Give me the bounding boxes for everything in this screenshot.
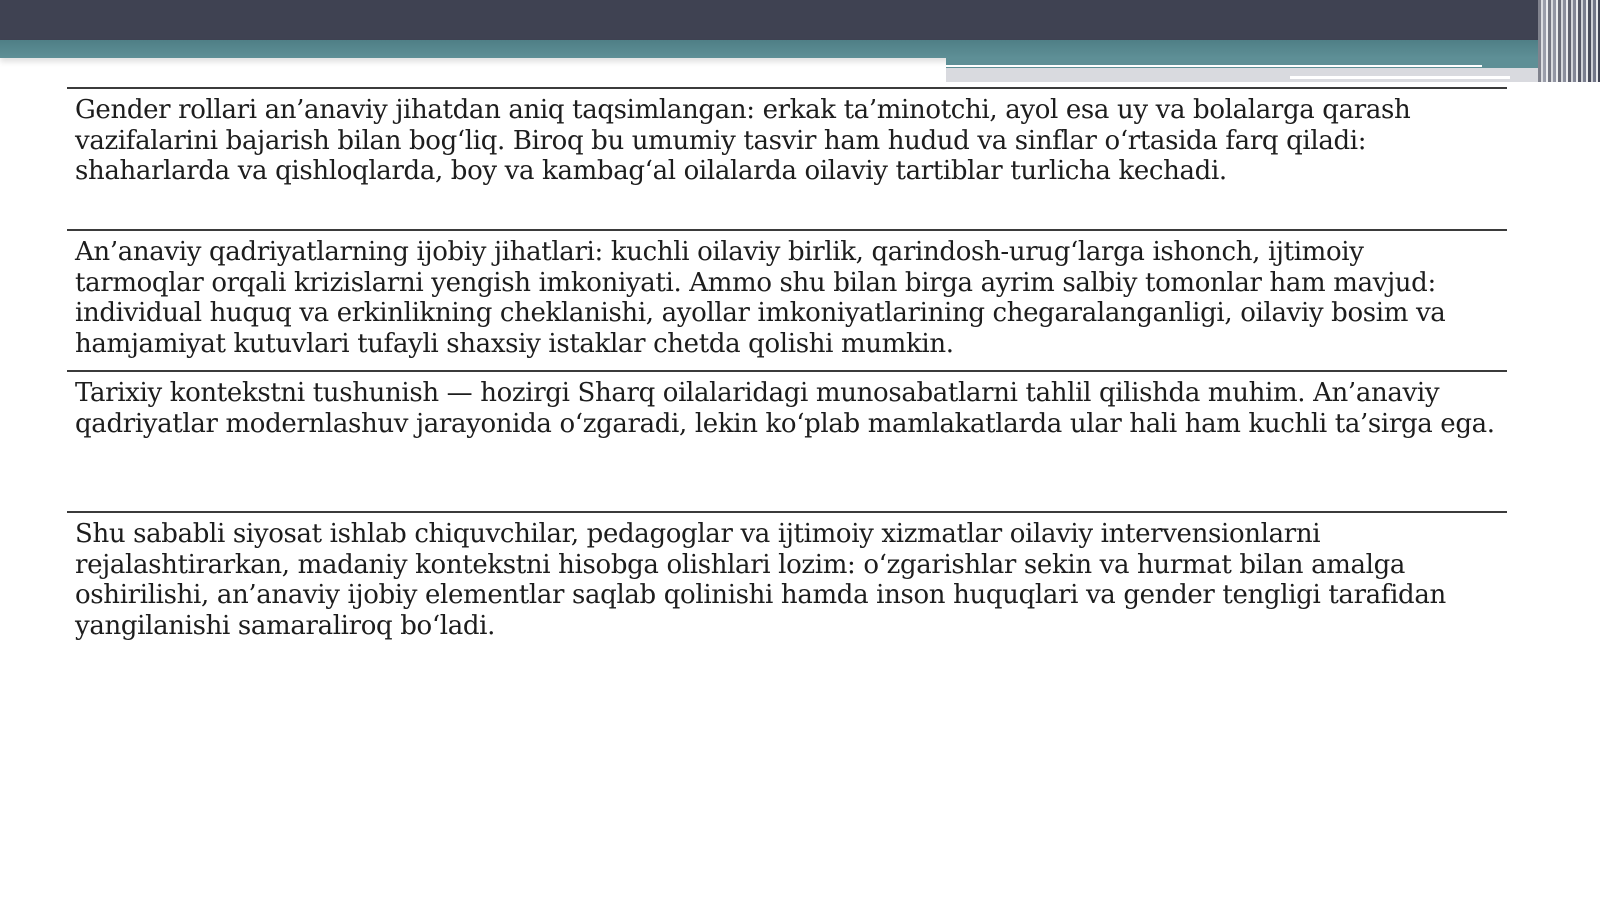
header-teal-band xyxy=(0,40,1600,58)
paragraph-policy-recommendation: Shu sababli siyosat ishlab chiquvchilar, pedagoglar va ijtimoiy xizmatlar oilaviy intervensionlarni rejalashtirarkan, madaniy kontekstni hisobga olishlari lozim: o‘zgarishlar sekin va hurmat bilan amalga oshirilishi, an’anaviy ijobiy elementlar saqlab qolinishi hamda inson huquqlari va gender tengligi tarafidan yangilanishi samaraliroq bo‘ladi. xyxy=(75,519,1446,641)
table-row xyxy=(67,370,1507,511)
table-row xyxy=(67,511,1507,661)
paragraph-gender-roles: Gender rollari an’anaviy jihatdan aniq taqsimlangan: erkak ta’minotchi, ayol esa uy va bolalarga qarash vazifalarini bajarish bilan bog‘liq. Biroq bu umumiy tasvir ham hudud va sinflar o‘rtasida farq qiladi: shaharlarda va qishloqlarda, boy va kambag‘al oilalarda oilaviy tartiblar turlicha kechadi. xyxy=(75,95,1411,186)
paragraph-historical-context: Tarixiy kontekstni tushunish — hozirgi Sharq oilalaridagi munosabatlarni tahlil qilishda muhim. An’anaviy qadriyatlar modernlashuv jarayonida o‘zgaradi, lekin ko‘plab mamlakatlarda ular hali ham kuchli ta’sirga ega. xyxy=(75,378,1495,439)
header-dark-band xyxy=(0,0,1600,40)
table-row xyxy=(67,229,1507,370)
paragraph-traditional-values: An’anaviy qadriyatlarning ijobiy jihatlari: kuchli oilaviy birlik, qarindosh-urug‘larga ishonch, ijtimoiy tarmoqlar orqali krizislarni yengish imkoniyati. Ammo shu bilan birga ayrim salbiy tomonlar ham mavjud: individual huquq va erkinlikning cheklanishi, ayollar imkoniyatlarining chegaralanganligi, oilaviy bosim va hamjamiyat kutuvlari tufayli shaxsiy istaklar chetda qolishi mumkin. xyxy=(75,237,1446,359)
header-accent-line-short xyxy=(1290,76,1510,79)
header-accent-line xyxy=(946,65,1482,67)
content-table xyxy=(67,87,1507,661)
table-row xyxy=(67,87,1507,229)
header-stripes-fade xyxy=(1538,0,1600,82)
